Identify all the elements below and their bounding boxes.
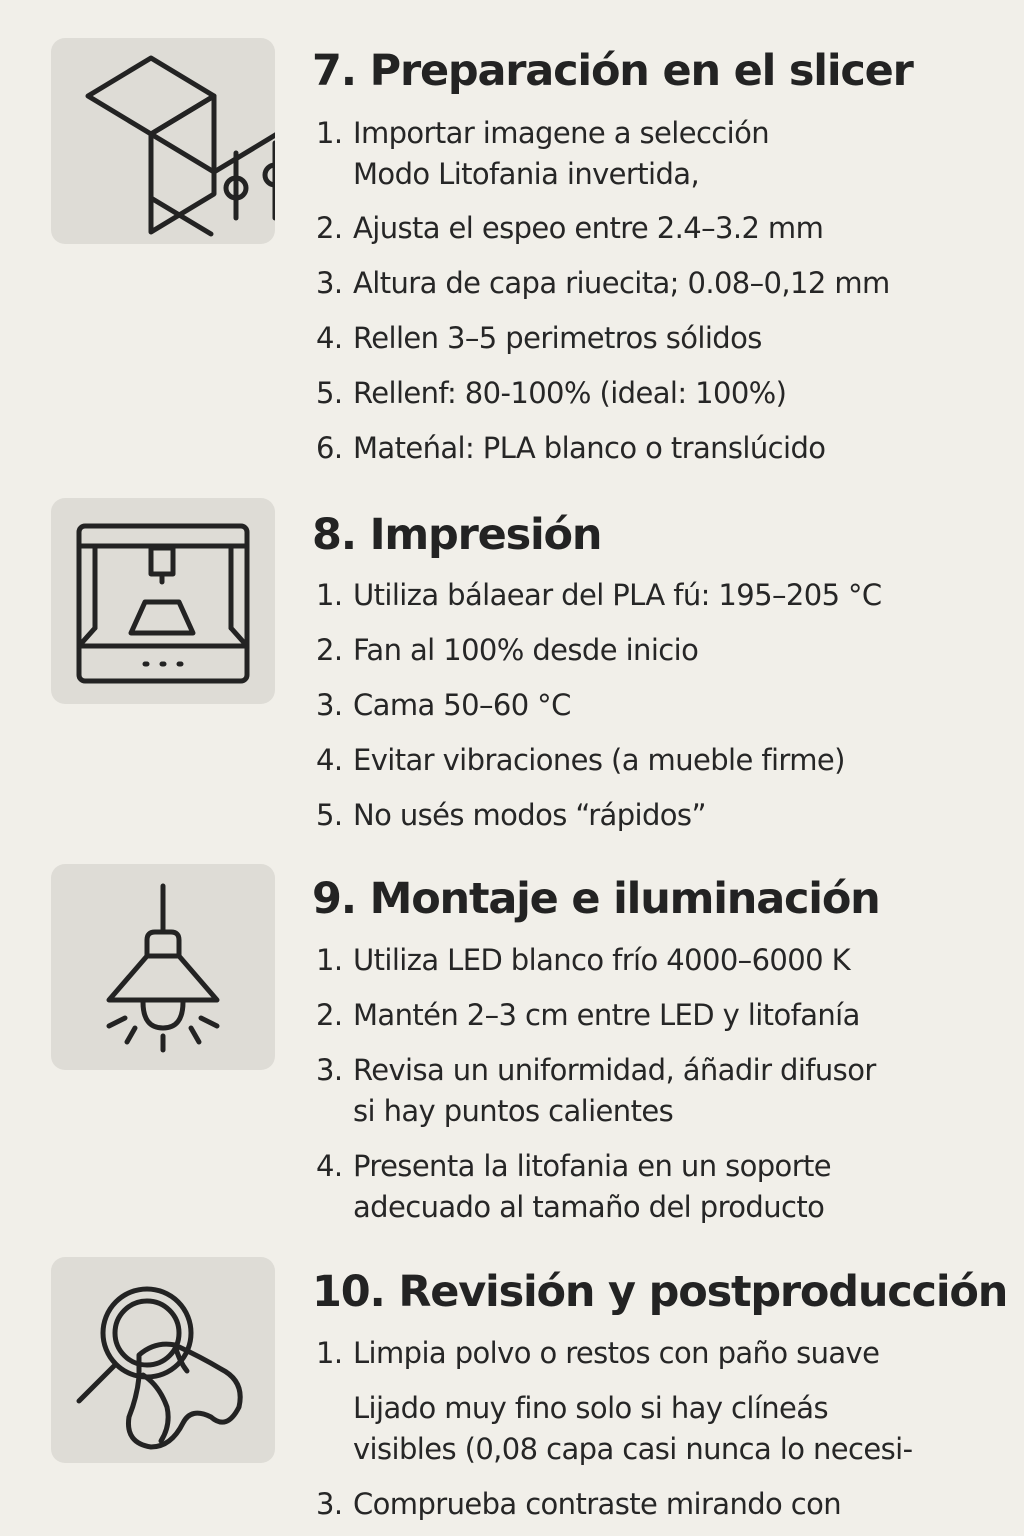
step-item (316, 1146, 1006, 1228)
steps-list (316, 1333, 1006, 1525)
step-number: 2. (316, 211, 343, 245)
step-text: Utiliza LED blanco frío 4000–6000 K (353, 943, 851, 977)
step-item (316, 263, 1006, 304)
step-item (316, 373, 1006, 414)
step-number: 3. (316, 688, 343, 722)
lamp-icon-box (51, 864, 275, 1070)
step-number: 5. (316, 376, 343, 410)
step-text: Mateńal: PLA blanco o translúcido (353, 431, 826, 465)
step-number: 3. (316, 266, 343, 300)
step-number: 2. (316, 998, 343, 1032)
printer-icon-box (51, 498, 275, 704)
step-text: Utiliza bálaear del PLA fú: 195–205 °C (353, 578, 882, 612)
steps-list (316, 575, 1006, 836)
step-item (316, 940, 1006, 981)
step-text: No usés modos “rápidos” (353, 798, 706, 832)
step-item (316, 995, 1006, 1036)
step-text: Altura de capa riuecita; 0.08–0,12 mm (353, 266, 890, 300)
step-number: 3. (316, 1487, 343, 1521)
review-icon-box (51, 1257, 275, 1463)
step-item (316, 740, 1006, 781)
section-title: 10. Revisión y postproducción (312, 1267, 1008, 1317)
step-item (316, 1484, 1006, 1525)
step-item (316, 1333, 1006, 1374)
3d-printer-icon (51, 498, 275, 704)
step-number: 4. (316, 321, 343, 355)
step-text-continued: Modo Litofania invertida, (353, 157, 700, 191)
step-item (316, 1388, 1006, 1470)
slicer-icon-box (51, 38, 275, 244)
step-text: Rellen 3–5 perimetros sólidos (353, 321, 762, 355)
step-text-continued: si hay puntos calientes (353, 1094, 674, 1128)
step-text: Revisa un uniformidad, áñadir difusor (353, 1053, 876, 1087)
step-text: Rellenf: 80-100% (ideal: 100%) (353, 376, 787, 410)
steps-list (316, 113, 1006, 469)
step-number: 1. (316, 943, 343, 977)
step-number: 1. (316, 578, 343, 612)
step-text-continued: adecuado al tamaño del producto (353, 1190, 825, 1224)
step-number: 5. (316, 798, 343, 832)
step-text: Presenta la litofania en un soporte (353, 1149, 832, 1183)
step-item (316, 1050, 1006, 1132)
step-item (316, 630, 1006, 671)
step-text: Mantén 2–3 cm entre LED y litofanía (353, 998, 860, 1032)
pendant-lamp-icon (51, 864, 275, 1070)
step-item (316, 208, 1006, 249)
step-item (316, 113, 1006, 195)
step-item (316, 318, 1006, 359)
cube-sliders-icon (51, 38, 275, 244)
step-text: Cama 50–60 °C (353, 688, 571, 722)
step-item (316, 428, 1006, 469)
step-text: Lijado muy fino solo si hay clíneás (353, 1391, 828, 1425)
steps-list (316, 940, 1006, 1228)
step-number: 4. (316, 743, 343, 777)
step-text: Comprueba contraste mirando con (353, 1487, 842, 1521)
step-number: 1. (316, 116, 343, 150)
section-title: 8. Impresión (312, 510, 602, 560)
step-number: 1. (316, 1336, 343, 1370)
step-number: 6. (316, 431, 343, 465)
step-text: Fan al 100% desde inicio (353, 633, 699, 667)
step-text: Ajusta el espeo entre 2.4–3.2 mm (353, 211, 824, 245)
step-item (316, 685, 1006, 726)
step-text: Limpia polvo o restos con paño suave (353, 1336, 880, 1370)
step-item (316, 575, 1006, 616)
step-item (316, 795, 1006, 836)
step-number: 2. (316, 633, 343, 667)
step-number: 4. (316, 1149, 343, 1183)
section-title: 9. Montaje e iluminación (312, 874, 880, 924)
section-title: 7. Preparación en el slicer (312, 46, 913, 96)
step-text: Evitar vibraciones (a mueble firme) (353, 743, 845, 777)
step-text: Importar imagene a selección (353, 116, 770, 150)
step-number: 3. (316, 1053, 343, 1087)
magnifier-cloth-icon (51, 1257, 275, 1463)
step-text-continued: visibles (0,08 capa casi nunca lo necesi- (353, 1432, 913, 1466)
